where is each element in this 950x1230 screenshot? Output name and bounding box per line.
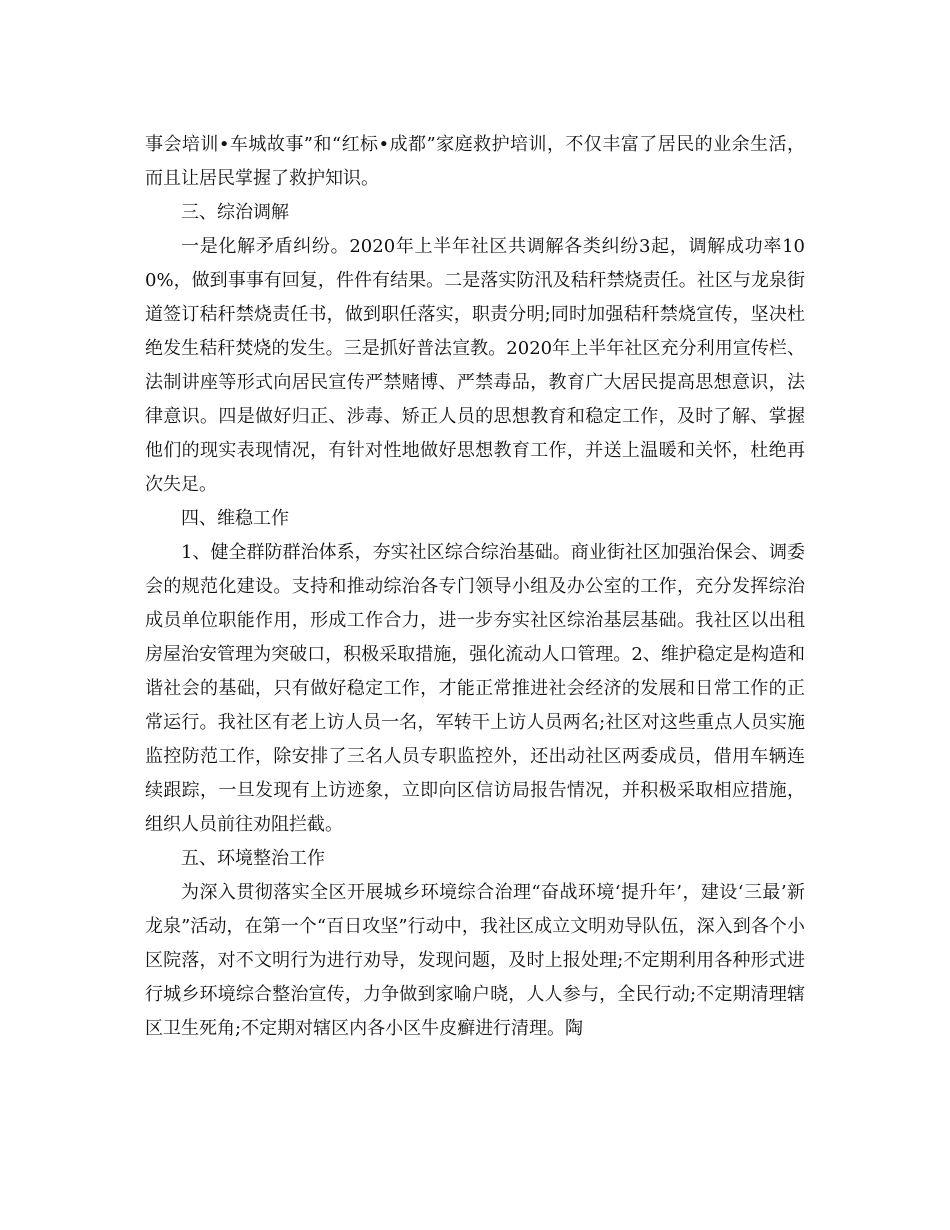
paragraph-continued: 事会培训•车城故事”和“红标•成都”家庭救护培训，不仅丰富了居民的业余生活，而且让居民掌握了救护知识。 [145,134,805,189]
section-heading-mediation: 三、综治调解 [181,202,289,223]
paragraph-mediation: 一是化解矛盾纠纷。2020年上半年社区共调解各类纠纷3起，调解成功率100%，做到事事有回复，件件有结果。二是落实防汛及秸秆禁烧责任。社区与龙泉街道签订秸秆禁烧责任书，做到职任落实，职责分明;同时加强秸秆禁烧宣传，坚决杜绝发生秸秆焚烧的发生。三是抓好普法宣教。2020年上半年社区充分利用宣传栏、法制讲座等形式向居民宣传严禁赌博、严禁毒品，教育广大居民提高思想意识，法律意识。四是做好归正、涉毒、矫正人员的思想教育和稳定工作，及时了解、掌握他们的现实表现情况，有针对性地做好思想教育工作，并送上温暖和关怀，杜绝再次失足。 [145,236,805,495]
paragraph-stability: 1、健全群防群治体系，夯实社区综合综治基础。商业街社区加强治保会、调委会的规范化建设。支持和推动综治各专门领导小组及办公室的工作，充分发挥综治成员单位职能作用，形成工作合力，进一步夯实社区综治基层基础。我社区以出租房屋治安管理为突破口，积极采取措施，强化流动人口管理。2、维护稳定是构造和谐社会的基础，只有做好稳定工作，才能正常推进社会经济的发展和日常工作的正常运行。我社区有老上访人员一名，军转干上访人员两名;社区对这些重点人员实施监控防范工作，除安排了三名人员专职监控外，还出动社区两委成员，借用车辆连续跟踪，一旦发现有上访迹象，立即向区信访局报告情况，并积极采取相应措施，组织人员前往劝阻拦截。 [145,542,805,835]
paragraph-environment: 为深入贯彻落实全区开展城乡环境综合治理“奋战环境‘提升年’，建设‘三最’新龙泉”活动，在第一个“百日攻坚”行动中，我社区成立文明劝导队伍，深入到各个小区院落，对不文明行为进行劝导，发现问题，及时上报处理;不定期利用各种形式进行城乡环境综合整治宣传，力争做到家喻户晓，人人参与，全民行动;不定期清理辖区卫生死角;不定期对辖区内各小区牛皮癣进行清理。陶 [145,882,805,1039]
document-body [145,128,805,1046]
section-heading-stability: 四、维稳工作 [181,508,289,529]
section-heading-environment: 五、环境整治工作 [181,848,325,869]
